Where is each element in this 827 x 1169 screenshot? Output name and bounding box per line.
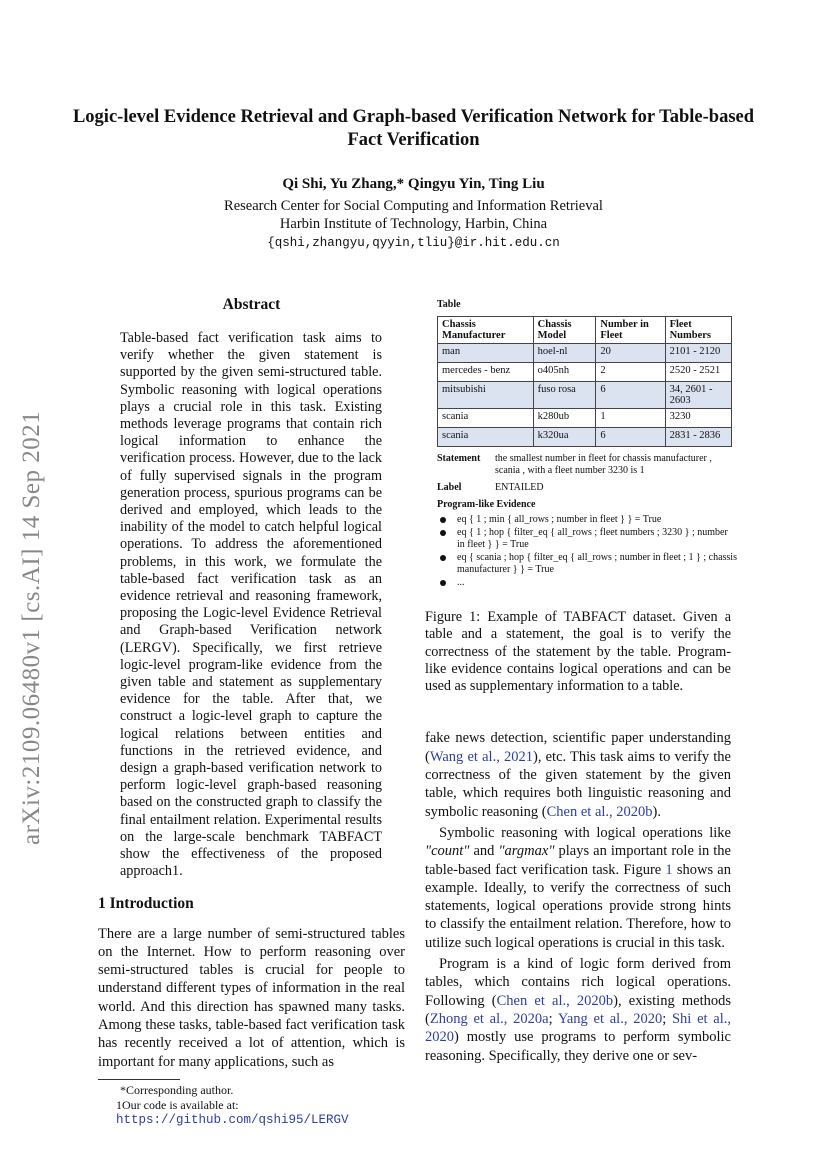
cell: 2101 - 2120 xyxy=(665,344,731,363)
cell: 2 xyxy=(596,363,665,382)
text: Symbolic reasoning with logical operations like xyxy=(439,824,731,841)
email: {qshi,zhangyu,qyyin,tliu}@ir.hit.edu.cn xyxy=(267,236,560,250)
citation-link[interactable]: Yang et al., 2020 xyxy=(557,1010,663,1027)
intro-text: There are a large number of semi-structured tables on the Internet. How to perform reasoning over semi-structured tables is crucial for people to understand different types of information in the real world. And this direction has spawned many tasks. Among these tasks, table-based fact verification task has recently received a lot of attention, which is important for many applications, such as xyxy=(98,925,405,1070)
intro-heading: 1 Introduction xyxy=(98,894,194,912)
label-row xyxy=(437,482,737,494)
cell: mercedes - benz xyxy=(438,363,534,382)
cell: 2831 - 2836 xyxy=(665,428,731,447)
table-row xyxy=(438,344,732,363)
table-row xyxy=(438,409,732,428)
text: Program is a kind of logic form derived from tables, which contains rich logical operations. Following ( xyxy=(425,956,731,1009)
statement-label: Statement xyxy=(437,453,481,464)
italic-term: "count" xyxy=(425,843,470,860)
label-label: Label xyxy=(437,482,462,493)
text: fake news detection, scientific paper understanding ( xyxy=(425,730,731,765)
table-row xyxy=(438,382,732,409)
cell: scania xyxy=(438,428,534,447)
text: ; xyxy=(548,1010,558,1027)
text: ), etc. This task aims to verify the correctness of the given statement by the given table, which requires both linguistic reasoning and symbolic reasoning ( xyxy=(425,748,731,820)
text: ). xyxy=(652,803,662,820)
arxiv-stamp: arXiv:2109.06480v1 [cs.AI] 14 Sep 2021 xyxy=(18,410,45,845)
evidence-label: Program-like Evidence xyxy=(437,499,536,510)
right-paragraph-2 xyxy=(425,824,731,952)
footnote-corresponding: *Corresponding author. xyxy=(120,1082,234,1097)
cell: mitsubishi xyxy=(438,382,534,409)
cell: o405nh xyxy=(533,363,596,382)
figure-table-label: Table xyxy=(437,299,461,310)
abstract-text: Table-based fact verification task aims to verify whether the given statement is supported by the given semi-structured table. Symbolic reasoning with logical operations plays a crucial role in this task. Existing methods leverage programs that contain rich logical information to enhance the verification process. However, due to the lack of fully supervised signals in the program generation process, spurious programs can be derived and employed, which leads to the inability of the model to catch helpful logical operations. To address the aforementioned problems, in this work, we formulate the table-based fact verification task as an evidence retrieval and reasoning framework, proposing the Logic-level Evidence Retrieval and Graph-based Verification network (LERGV). Specifically, we first retrieve logic-level program-like evidence from the given table and statement as supplementary evidence for the table. After that, we construct a logic-level graph to capture the logical relations between entities and functions in the retrieved evidence, and design a graph-based verification network to perform logic-level graph-based reasoning based on the constructed graph to classify the final entailment relation. Experimental results on the large-scale benchmark TABFACT show the effectiveness of the proposed approach1. xyxy=(120,330,382,880)
abstract-heading: Abstract xyxy=(222,296,281,313)
statement-row xyxy=(437,453,737,477)
cell: 2520 - 2521 xyxy=(665,363,731,382)
text: shows an example. Ideally, to verify the correctness of such statements, logical operations provide strong hints to classify the entailment relation. Therefore, how to utilize such logical operations is crucial in this task. xyxy=(425,861,731,951)
cell: k320ua xyxy=(533,428,596,447)
col-header: Chassis Model xyxy=(533,317,596,344)
cell: 20 xyxy=(596,344,665,363)
table-header-row xyxy=(438,317,732,344)
cell: 6 xyxy=(596,428,665,447)
citation-link[interactable]: Shi et al., 2020 xyxy=(425,1010,731,1046)
figure-link[interactable]: 1 xyxy=(665,861,673,878)
cell: k280ub xyxy=(533,409,596,428)
col-header: Chassis Manufacturer xyxy=(438,317,534,344)
col-header: Number in Fleet xyxy=(596,317,665,344)
citation-link[interactable]: Wang et al., 2021 xyxy=(429,748,533,765)
cell: fuso rosa xyxy=(533,382,596,409)
citation-link[interactable]: Zhong et al., 2020a xyxy=(429,1010,549,1027)
cell: 3230 xyxy=(665,409,731,428)
text: ) mostly use programs to perform symbolic reasoning. Specifically, they derive one or sev- xyxy=(425,1029,731,1064)
authors: Qi Shi, Yu Zhang,* Qingyu Yin, Ting Liu xyxy=(282,176,545,192)
citation-link[interactable]: Chen et al., 2020b xyxy=(496,992,614,1009)
cell: man xyxy=(438,344,534,363)
example-table xyxy=(437,316,732,447)
code-link[interactable]: https://github.com/qshi95/LERGV xyxy=(116,1112,349,1127)
left-column xyxy=(98,296,405,1127)
cell: 1 xyxy=(596,409,665,428)
evidence-item: eq { scania ; hop { filter_eq { all_rows ; number in fleet ; 1 } ; chassis manufacturer } } = True xyxy=(437,552,737,576)
footnote-rule xyxy=(98,1079,180,1080)
right-paragraph-3 xyxy=(425,955,731,1065)
cell: 34, 2601 - 2603 xyxy=(665,382,731,409)
text: plays an important role in the table-based fact verification task. Figure xyxy=(425,843,731,878)
right-column xyxy=(425,299,737,1065)
footnote-code xyxy=(98,1098,405,1127)
evidence-item: eq { 1 ; min { all_rows ; number in fleet } } = True xyxy=(437,514,737,526)
text: and xyxy=(469,843,499,860)
figure-1 xyxy=(437,299,737,589)
figure-caption: Figure 1: Example of TABFACT dataset. Given a table and a statement, the goal is to verify the correctness of the statement by the table. Program-like evidence contains logical operations and can be used as supplementary information to a table. xyxy=(425,609,731,695)
text: ; xyxy=(662,1010,672,1027)
footnote-text: 1Our code is available at: xyxy=(116,1097,239,1112)
affiliation: Research Center for Social Computing and Information Retrieval xyxy=(224,198,603,214)
italic-term: "argmax" xyxy=(498,843,555,860)
statement-text: the smallest number in fleet for chassis manufacturer , scania , with a fleet number 3230 is 1 xyxy=(495,453,712,476)
cell: 6 xyxy=(596,382,665,409)
col-header: Fleet Numbers xyxy=(665,317,731,344)
right-paragraph-1 xyxy=(425,729,731,820)
cell: scania xyxy=(438,409,534,428)
table-row xyxy=(438,363,732,382)
evidence-item: eq { 1 ; hop { filter_eq { all_rows ; fleet numbers ; 3230 } ; number in fleet } } = True xyxy=(437,527,737,551)
evidence-item: ... xyxy=(437,577,737,589)
cell: hoel-nl xyxy=(533,344,596,363)
table-row xyxy=(438,428,732,447)
text: ), existing methods ( xyxy=(425,992,731,1027)
institution: Harbin Institute of Technology, Harbin, China xyxy=(279,216,548,232)
citation-link[interactable]: Chen et al., 2020b xyxy=(546,803,653,820)
paper-title: Logic-level Evidence Retrieval and Graph-based Verification Network for Table-based Fact Verification xyxy=(72,107,755,150)
label-value: ENTAILED xyxy=(495,482,544,493)
